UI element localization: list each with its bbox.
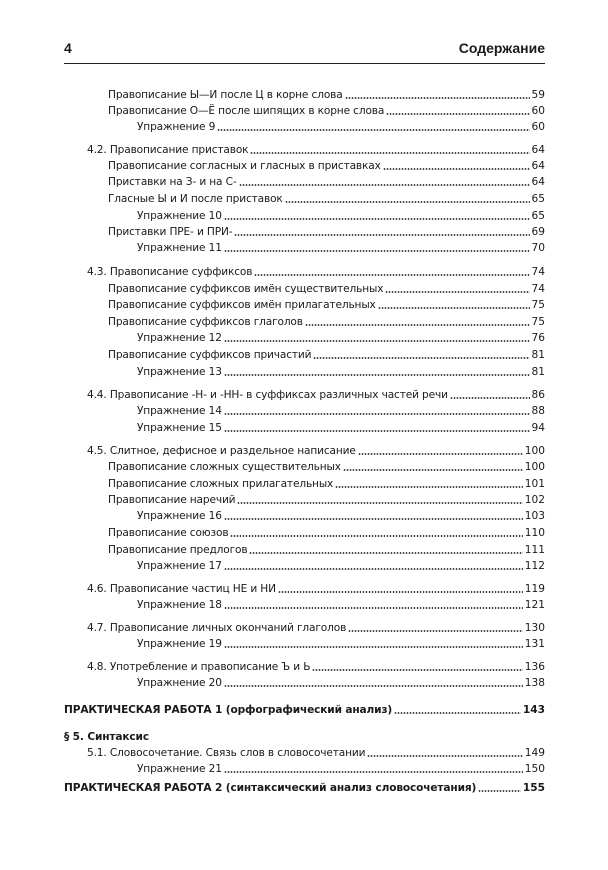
dot-leader	[224, 517, 523, 521]
toc-entry-title: Гласные Ы и И после приставок	[108, 193, 283, 205]
toc-entry	[108, 192, 545, 207]
toc-entry	[108, 477, 545, 492]
toc-entry-page-number: 65	[531, 210, 545, 222]
toc-entry-title: Упражнение 12	[137, 332, 222, 344]
toc-entry-title: 4.2. Правописание приставок	[87, 144, 249, 156]
toc-entry	[137, 209, 545, 224]
toc-entry-page-number: 75	[531, 299, 545, 311]
dot-leader	[312, 668, 522, 672]
toc-entry-page-number: 64	[531, 176, 545, 188]
dot-leader	[239, 183, 530, 187]
dot-leader	[224, 429, 530, 433]
toc-entry	[137, 241, 545, 256]
toc-entry-title: Приставки на З- и на С-	[108, 176, 237, 188]
toc-entry-title: 4.7. Правописание личных окончаний глаголов	[87, 622, 347, 634]
toc-entry	[87, 582, 545, 597]
toc-entry-title: Правописание союзов	[108, 527, 229, 539]
dot-leader	[234, 233, 529, 237]
toc-entry-page-number: 131	[524, 638, 545, 650]
toc-entry-title: Правописание сложных прилагательных	[108, 478, 334, 490]
dot-leader	[224, 373, 530, 377]
toc-entry	[87, 660, 545, 675]
toc-entry	[108, 493, 545, 508]
toc-entry-title: Упражнение 21	[137, 763, 222, 775]
toc-entry	[137, 676, 545, 691]
toc-entry	[137, 637, 545, 652]
dot-leader	[345, 96, 530, 100]
toc-entry-title: ПРАКТИЧЕСКАЯ РАБОТА 2 (синтаксический анализ словосочетания)	[64, 782, 477, 794]
toc-entry-title: Упражнение 10	[137, 210, 222, 222]
dot-leader	[348, 629, 523, 633]
toc-entry	[137, 404, 545, 419]
dot-leader	[378, 306, 530, 310]
toc-entry	[87, 388, 545, 403]
toc-entry-title: 5.1. Словосочетание. Связь слов в словосочетании	[87, 747, 366, 759]
toc-entry-title: 4.4. Правописание -Н- и -НН- в суффиксах различных частей речи	[87, 389, 448, 401]
toc-entry-title: Упражнение 9	[137, 121, 216, 133]
toc-entry-title: 4.3. Правописание суффиксов	[87, 266, 253, 278]
toc-entry-page-number: 60	[531, 105, 545, 117]
toc-entry-page-number: 143	[522, 704, 545, 716]
toc-entry-page-number: 112	[524, 560, 545, 572]
toc-entry-page-number: 119	[524, 583, 545, 595]
toc-entry-page-number: 94	[531, 422, 545, 434]
toc-entry-page-number: 121	[524, 599, 545, 611]
toc-entry	[87, 143, 545, 158]
toc-entry-page-number: 150	[524, 763, 545, 775]
toc-entry-title: Упражнение 14	[137, 405, 222, 417]
toc-entry-title: Упражнение 20	[137, 677, 222, 689]
toc-entry-page-number: 64	[531, 160, 545, 172]
toc-entry-page-number: 155	[522, 782, 545, 794]
toc-entry-title: 4.8. Употребление и правописание Ъ и Ь	[87, 661, 311, 673]
dot-leader	[450, 396, 530, 400]
toc-entry	[108, 460, 545, 475]
toc-entry	[64, 781, 545, 796]
toc-entry-page-number: 76	[531, 332, 545, 344]
toc-entry-page-number: 136	[524, 661, 545, 673]
dot-leader	[230, 534, 522, 538]
dot-leader	[237, 501, 522, 505]
toc-entry-title: Упражнение 11	[137, 242, 222, 254]
toc-entry	[137, 762, 545, 777]
toc-entry	[137, 120, 545, 135]
dot-leader	[250, 151, 529, 155]
toc-section-heading	[64, 730, 545, 745]
toc-entry	[108, 225, 545, 240]
toc-entry	[137, 331, 545, 346]
toc-entry-title: Правописание предлогов	[108, 544, 248, 556]
dot-leader	[224, 412, 530, 416]
toc-entry-title: Правописание суффиксов глаголов	[108, 316, 303, 328]
dot-leader	[394, 711, 521, 715]
toc-entry	[108, 315, 545, 330]
dot-leader	[224, 684, 523, 688]
dot-leader	[367, 754, 522, 758]
toc-entry-page-number: 102	[524, 494, 545, 506]
toc-entry	[64, 703, 545, 718]
toc-entry-title: Правописание сложных существительных	[108, 461, 341, 473]
dot-leader	[335, 485, 523, 489]
toc-entry	[87, 444, 545, 459]
toc-entry-page-number: 74	[531, 283, 545, 295]
toc-entry-title: ПРАКТИЧЕСКАЯ РАБОТА 1 (орфографический анализ)	[64, 704, 393, 716]
toc-entry	[137, 509, 545, 524]
toc-entry-title: Упражнение 16	[137, 510, 222, 522]
toc-entry	[108, 175, 545, 190]
dot-leader	[343, 468, 523, 472]
toc-entry-title: Правописание Ы—И после Ц в корне слова	[108, 89, 343, 101]
toc-entry	[137, 365, 545, 380]
toc-entry-page-number: 149	[524, 747, 545, 759]
toc-entry	[108, 282, 545, 297]
toc-entry-page-number: 111	[524, 544, 545, 556]
dot-leader	[358, 452, 523, 456]
toc-entry-page-number: 110	[524, 527, 545, 539]
toc-entry-title: Правописание согласных и гласных в приставках	[108, 160, 381, 172]
toc-entry	[108, 104, 545, 119]
toc-entry-title: Упражнение 19	[137, 638, 222, 650]
dot-leader	[224, 770, 523, 774]
dot-leader	[383, 167, 530, 171]
dot-leader	[313, 356, 529, 360]
toc-entry	[87, 265, 545, 280]
dot-leader	[254, 273, 529, 277]
toc-entry-page-number: 69	[531, 226, 545, 238]
toc-entry-title: Приставки ПРЕ- и ПРИ-	[108, 226, 233, 238]
toc-entry-title: Правописание суффиксов имён прилагательных	[108, 299, 376, 311]
toc-entry	[87, 621, 545, 636]
toc-entry-page-number: 65	[531, 193, 545, 205]
toc-entry-page-number: 101	[524, 478, 545, 490]
toc-entry	[108, 159, 545, 174]
toc-entry	[108, 543, 545, 558]
dot-leader	[478, 789, 521, 793]
dot-leader	[278, 590, 523, 594]
toc-entry-page-number: 74	[531, 266, 545, 278]
toc-entry-title: 4.5. Слитное, дефисное и раздельное написание	[87, 445, 356, 457]
toc-entry-page-number: 86	[531, 389, 545, 401]
dot-leader	[386, 112, 529, 116]
dot-leader	[224, 339, 530, 343]
toc-entry-title: Правописание О—Ё после шипящих в корне слова	[108, 105, 385, 117]
toc-entry-title: 4.6. Правописание частиц НЕ и НИ	[87, 583, 276, 595]
toc-entry-title: Упражнение 13	[137, 366, 222, 378]
dot-leader	[249, 551, 522, 555]
dot-leader	[224, 606, 523, 610]
toc-entry-page-number: 81	[531, 349, 545, 361]
toc-entry-title: Правописание наречий	[108, 494, 236, 506]
toc-entry-page-number: 64	[531, 144, 545, 156]
toc-entry-page-number: 60	[531, 121, 545, 133]
running-header-title: Содержание	[458, 40, 545, 56]
dot-leader	[385, 290, 529, 294]
toc-entry	[108, 298, 545, 313]
toc-entry	[108, 526, 545, 541]
dot-leader	[285, 200, 530, 204]
toc-entry-page-number: 81	[531, 366, 545, 378]
toc-entry-page-number: 59	[531, 89, 545, 101]
toc-entry	[137, 559, 545, 574]
toc-entry	[108, 88, 545, 103]
dot-leader	[224, 645, 523, 649]
toc-entry-page-number: 88	[531, 405, 545, 417]
toc-entry-page-number: 100	[524, 445, 545, 457]
toc-entry	[87, 746, 545, 761]
toc-entry-title: Правописание суффиксов имён существительных	[108, 283, 384, 295]
toc-entry-title: Упражнение 17	[137, 560, 222, 572]
page-number: 4	[64, 40, 72, 56]
toc-entry-title: Упражнение 18	[137, 599, 222, 611]
toc-entry-page-number: 75	[531, 316, 545, 328]
toc-entry-title: Упражнение 15	[137, 422, 222, 434]
toc-entry-page-number: 130	[524, 622, 545, 634]
toc-entry-title: Правописание суффиксов причастий	[108, 349, 312, 361]
toc-entry-page-number: 138	[524, 677, 545, 689]
dot-leader	[224, 567, 523, 571]
dot-leader	[305, 323, 530, 327]
toc-entry-page-number: 70	[531, 242, 545, 254]
dot-leader	[224, 217, 530, 221]
toc-entry	[137, 598, 545, 613]
toc-entry-page-number: 100	[524, 461, 545, 473]
toc-entry	[137, 421, 545, 436]
toc-entry-title: § 5. Синтаксис	[64, 731, 149, 743]
dot-leader	[217, 128, 529, 132]
toc-entry	[108, 348, 545, 363]
toc-entry-page-number: 103	[524, 510, 545, 522]
dot-leader	[224, 249, 530, 253]
